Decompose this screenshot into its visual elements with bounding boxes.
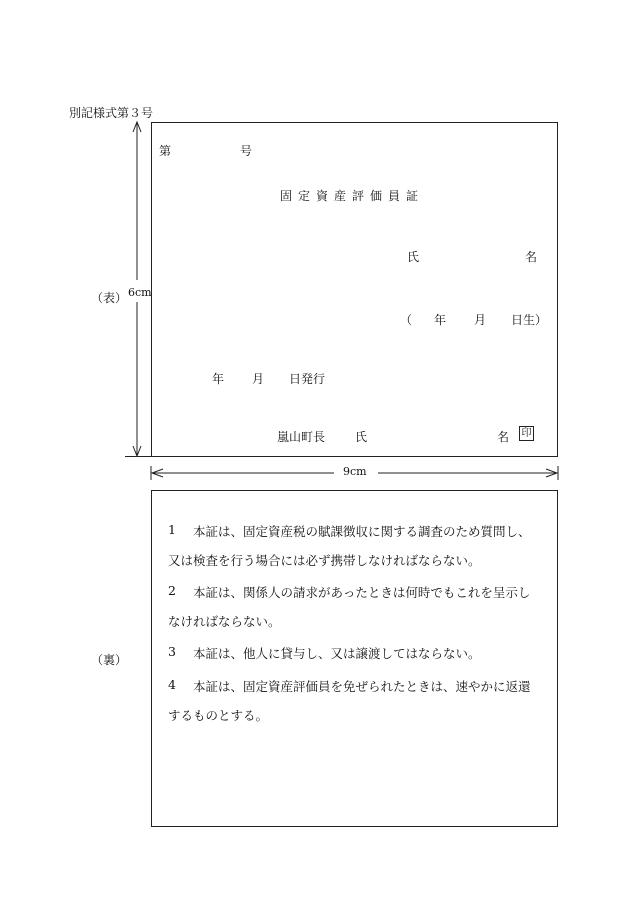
front-card-baseline bbox=[125, 456, 558, 457]
height-dimension-label: 6cm bbox=[128, 286, 152, 299]
issuer-name-char2: 名 bbox=[497, 430, 510, 444]
rule-text-2: 本証は、関係人の請求があったときは何時でもこれを呈示し bbox=[193, 585, 531, 600]
issuer-name-char1: 氏 bbox=[355, 430, 368, 444]
birth-day: 日生） bbox=[511, 313, 548, 327]
rule-number-2: 2 bbox=[168, 583, 176, 598]
seal-icon: 印 bbox=[519, 426, 534, 441]
birth-month: 月 bbox=[474, 313, 487, 327]
card-title: 固定資産評価員証 bbox=[280, 189, 425, 203]
rule-text-3: 本証は、他人に貸与し、又は譲渡してはならない。 bbox=[193, 646, 481, 661]
rule-number-1: 1 bbox=[168, 522, 176, 537]
birth-year: 年 bbox=[434, 313, 447, 327]
width-dimension-label: 9cm bbox=[343, 465, 367, 478]
issue-day: 日発行 bbox=[289, 372, 326, 386]
rule-number-3: 3 bbox=[168, 644, 176, 659]
front-side-label: （表） bbox=[91, 291, 128, 305]
rule-text-1-cont: 又は検査を行う場合には必ず携帯しなければならない。 bbox=[168, 553, 481, 568]
height-dimension-arrow bbox=[131, 120, 143, 460]
number-suffix: 号 bbox=[240, 144, 253, 158]
rule-text-4: 本証は、固定資産評価員を免ぜられたときは、速やかに返還 bbox=[193, 679, 531, 694]
back-side-label: （裏） bbox=[91, 653, 128, 667]
rule-text-4-cont: するものとする。 bbox=[168, 708, 269, 723]
form-label: 別記様式第３号 bbox=[69, 106, 154, 120]
holder-name-char1: 氏 bbox=[407, 250, 420, 264]
number-prefix: 第 bbox=[159, 144, 172, 158]
front-card bbox=[151, 122, 558, 456]
rule-text-2-cont: なければならない。 bbox=[168, 614, 281, 629]
issuer-title: 嵐山町長 bbox=[277, 430, 326, 444]
rule-text-1: 本証は、固定資産税の賦課徴収に関する調査のため質問し、 bbox=[193, 524, 531, 539]
issue-month: 月 bbox=[252, 372, 265, 386]
rule-number-4: 4 bbox=[168, 677, 176, 692]
holder-name-char2: 名 bbox=[525, 250, 538, 264]
issue-year: 年 bbox=[212, 372, 225, 386]
birth-open-paren: （ bbox=[400, 313, 413, 327]
